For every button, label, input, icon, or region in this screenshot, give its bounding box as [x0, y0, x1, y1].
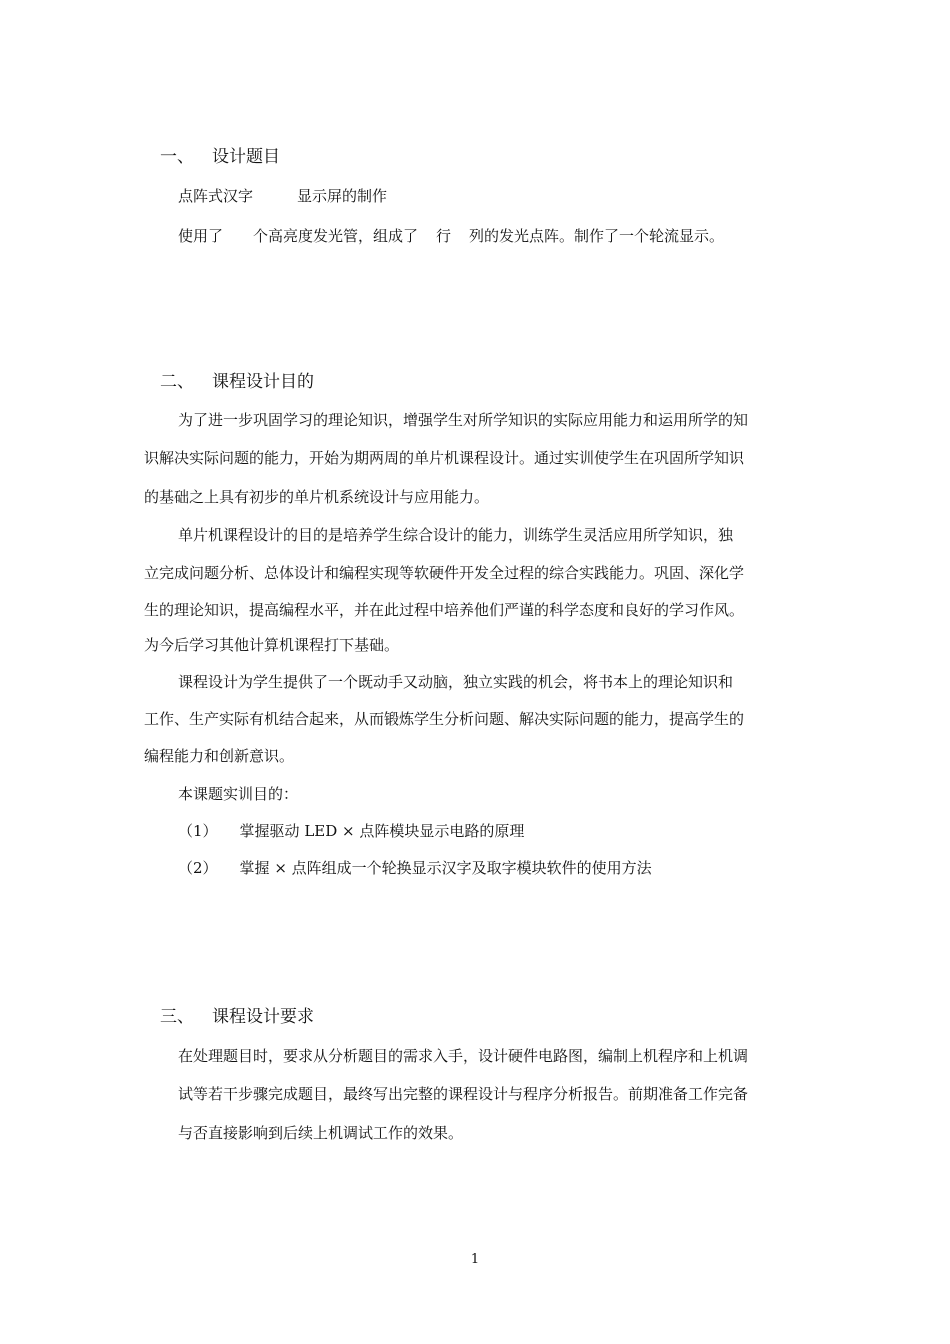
section-title: 课程设计要求 — [212, 1007, 314, 1027]
objective-label: （1） — [178, 822, 218, 840]
objective-text: 掌握驱动 LED × 点阵模块显示电路的原理 — [239, 822, 525, 840]
objective-label: （2） — [178, 859, 218, 877]
paragraph-line: 课程设计为学生提供了一个既动手又动脑，独立实践的机会，将书本上的理论知识和 — [178, 673, 734, 691]
section-number: 三、 — [160, 1007, 194, 1027]
objective-item — [178, 858, 652, 878]
section-number: 二、 — [160, 372, 194, 392]
section-title: 课程设计目的 — [212, 372, 314, 392]
section-title: 设计题目 — [212, 147, 280, 167]
section-heading-2 — [160, 370, 314, 394]
paragraph-line: 编程能力和创新意识。 — [144, 747, 295, 765]
paragraph-line: 与否直接影响到后续上机调试工作的效果。 — [178, 1124, 464, 1142]
section-number: 一、 — [160, 147, 194, 167]
text-segment: 使用了 — [178, 227, 224, 245]
text-segment: 显示屏的制作 — [297, 187, 388, 205]
text-segment: 个高亮度发光管，组成了 — [253, 227, 419, 245]
text-segment: 行 — [436, 227, 452, 245]
paragraph-line: 为了进一步巩固学习的理论知识，增强学生对所学知识的实际应用能力和运用所学的知 — [178, 411, 749, 429]
section-heading-3 — [160, 1005, 314, 1029]
paragraph-line: 为今后学习其他计算机课程打下基础。 — [144, 636, 400, 654]
paragraph-line: 单片机课程设计的目的是培养学生综合设计的能力，训练学生灵活应用所学知识，独 — [178, 526, 734, 544]
paragraph-line: 立完成问题分析、总体设计和编程实现等软硬件开发全过程的综合实践能力。巩固、深化学 — [144, 564, 745, 582]
page-number: 1 — [470, 1252, 480, 1267]
description-line — [178, 226, 724, 246]
paragraph-line: 工作、生产实际有机结合起来，从而锻炼学生分析问题、解决实际问题的能力，提高学生的 — [144, 710, 745, 728]
paragraph-line: 生的理论知识，提高编程水平，并在此过程中培养他们严谨的科学态度和良好的学习作风。 — [144, 601, 745, 619]
objectives-intro: 本课题实训目的： — [178, 785, 299, 803]
text-segment: 点阵式汉字 — [178, 187, 254, 205]
objective-text: 掌握 × 点阵组成一个轮换显示汉字及取字模块软件的使用方法 — [239, 859, 652, 877]
paragraph-line: 试等若干步骤完成题目，最终写出完整的课程设计与程序分析报告。前期准备工作完备 — [178, 1085, 749, 1103]
paragraph-line: 在处理题目时，要求从分析题目的需求入手，设计硬件电路图，编制上机程序和上机调 — [178, 1047, 749, 1065]
paragraph-line: 识解决实际问题的能力，开始为期两周的单片机课程设计。通过实训使学生在巩固所学知识 — [144, 449, 745, 467]
topic-line — [178, 186, 387, 206]
text-segment: 列的发光点阵。制作了一个轮流显示。 — [469, 227, 725, 245]
paragraph-line: 的基础之上具有初步的单片机系统设计与应用能力。 — [144, 488, 490, 506]
section-heading-1 — [160, 145, 280, 169]
objective-item — [178, 821, 524, 841]
